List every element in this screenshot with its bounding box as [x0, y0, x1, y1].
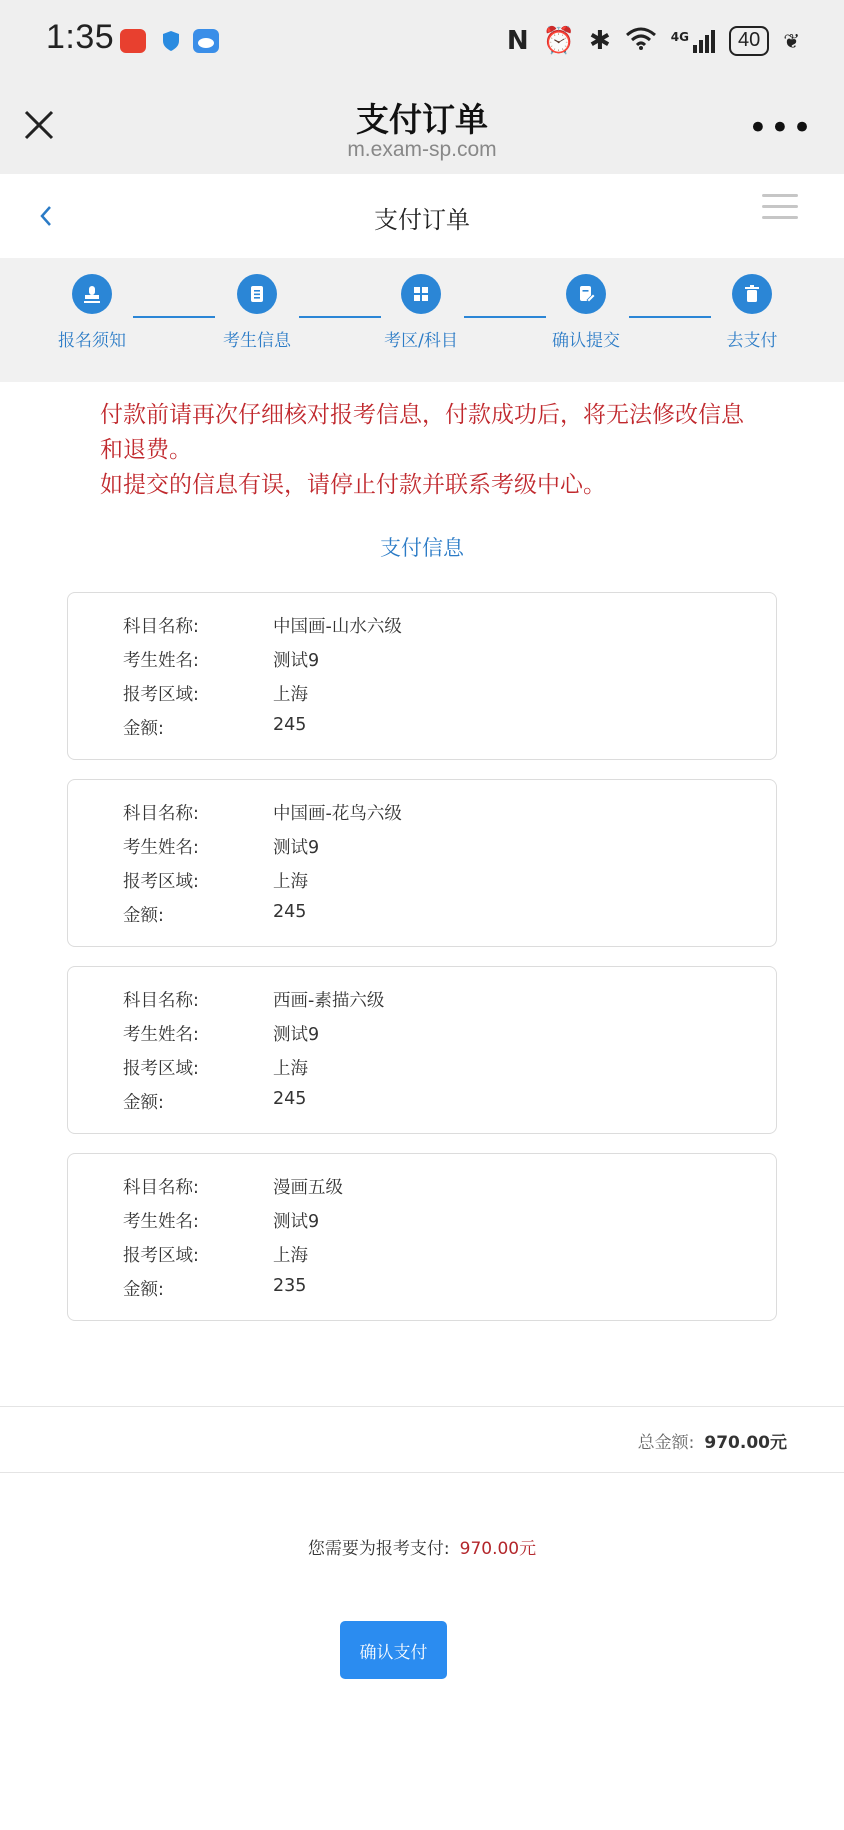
field-label: 金额: [123, 719, 164, 739]
field-label: 报考区域: [123, 685, 199, 705]
grid-icon [401, 274, 441, 314]
region-row [123, 1242, 308, 1267]
name-row [123, 647, 319, 672]
name-value: 测试9 [273, 838, 320, 858]
field-label: 金额: [123, 906, 164, 926]
browser-bar [0, 82, 844, 174]
subject-row [123, 1174, 343, 1199]
name-row [123, 1208, 319, 1233]
amount-row [123, 1276, 306, 1301]
document-icon [237, 274, 277, 314]
browser-title: 支付订单 [356, 100, 488, 139]
field-label: 考生姓名: [123, 1025, 199, 1045]
battery-icon: 40 [729, 26, 769, 56]
field-label: 报考区域: [123, 1059, 199, 1079]
total-label: 总金额: [637, 1433, 695, 1453]
section-title: 支付信息 [380, 536, 464, 560]
subject-value: 中国画-山水六级 [273, 617, 402, 637]
payment-summary [0, 1534, 844, 1559]
status-icons [507, 24, 800, 58]
order-total [638, 1428, 787, 1453]
amount-value: 245 [273, 1089, 307, 1109]
amount-row [123, 1089, 306, 1114]
nfc-icon: N [506, 26, 529, 56]
step-label: 考生信息 [223, 331, 291, 351]
field-label: 考生姓名: [123, 838, 199, 858]
amount-row [123, 715, 306, 740]
divider [0, 1472, 844, 1473]
region-row [123, 681, 308, 706]
step-label: 报名须知 [58, 331, 126, 351]
field-label: 金额: [123, 1280, 164, 1300]
name-value: 测试9 [273, 651, 320, 671]
stamp-icon [72, 274, 112, 314]
network-type: 4G [670, 29, 689, 44]
subject-value: 西画-素描六级 [273, 991, 385, 1011]
amount-value: 245 [273, 902, 307, 922]
name-value: 测试9 [273, 1212, 320, 1232]
amount-row [123, 902, 306, 927]
step-region-subject [361, 274, 481, 351]
bluetooth-icon: ✱ [588, 26, 611, 56]
status-time: 1:35 [46, 18, 115, 56]
page-header [0, 174, 844, 258]
step-label: 确认提交 [552, 331, 620, 351]
browser-url: m.exam-sp.com [347, 138, 497, 161]
payment-value: 970.00元 [459, 1539, 537, 1559]
warning-line-2: 如提交的信息有误，请停止付款并联系考级中心。 [100, 472, 606, 498]
order-card [67, 966, 777, 1134]
region-row [123, 868, 308, 893]
total-value: 970.00元 [704, 1433, 787, 1453]
field-label: 报考区域: [123, 1246, 199, 1266]
signal-icon [671, 30, 715, 53]
cloud-app-icon [193, 29, 219, 53]
wifi-icon [625, 26, 657, 57]
page-title: 支付订单 [374, 206, 470, 234]
menu-icon[interactable] [762, 194, 798, 224]
field-label: 金额: [123, 1093, 164, 1113]
name-row [123, 1021, 319, 1046]
order-card [67, 592, 777, 760]
payment-label: 您需要为报考支付: [307, 1539, 450, 1559]
field-label: 科目名称: [123, 617, 199, 637]
field-label: 科目名称: [123, 1178, 199, 1198]
subject-row [123, 800, 402, 825]
step-go-pay [692, 274, 812, 351]
name-row [123, 834, 319, 859]
order-card [67, 779, 777, 947]
progress-steps [0, 258, 844, 382]
field-label: 考生姓名: [123, 651, 199, 671]
name-value: 测试9 [273, 1025, 320, 1045]
region-value: 上海 [273, 872, 308, 892]
subject-row [123, 987, 384, 1012]
amount-value: 235 [273, 1276, 307, 1296]
leaf-icon: ❦ [783, 29, 800, 53]
region-value: 上海 [273, 685, 308, 705]
video-app-icon [120, 29, 146, 53]
payment-warning [100, 398, 760, 503]
subject-row [123, 613, 402, 638]
step-candidate-info [197, 274, 317, 351]
field-label: 考生姓名: [123, 1212, 199, 1232]
trash-pay-icon [732, 274, 772, 314]
more-icon[interactable]: ••• [747, 108, 814, 148]
field-label: 科目名称: [123, 991, 199, 1011]
subject-value: 漫画五级 [273, 1178, 343, 1198]
step-confirm-submit [526, 274, 646, 351]
field-label: 科目名称: [123, 804, 199, 824]
step-label: 去支付 [726, 331, 778, 351]
amount-value: 245 [273, 715, 307, 735]
warning-line-1: 付款前请再次仔细核对报考信息，付款成功后，将无法修改信息和退费。 [100, 402, 744, 463]
step-label: 考区/科目 [384, 331, 458, 351]
region-value: 上海 [273, 1246, 308, 1266]
region-value: 上海 [273, 1059, 308, 1079]
order-card [67, 1153, 777, 1321]
region-row [123, 1055, 308, 1080]
divider [0, 1406, 844, 1407]
alarm-icon: ⏰ [542, 26, 575, 56]
step-notice [32, 274, 152, 351]
field-label: 报考区域: [123, 872, 199, 892]
shield-app-icon [160, 29, 186, 53]
confirm-payment-button[interactable]: 确认支付 [340, 1621, 447, 1679]
subject-value: 中国画-花鸟六级 [273, 804, 402, 824]
edit-doc-icon [566, 274, 606, 314]
status-bar [0, 0, 844, 82]
